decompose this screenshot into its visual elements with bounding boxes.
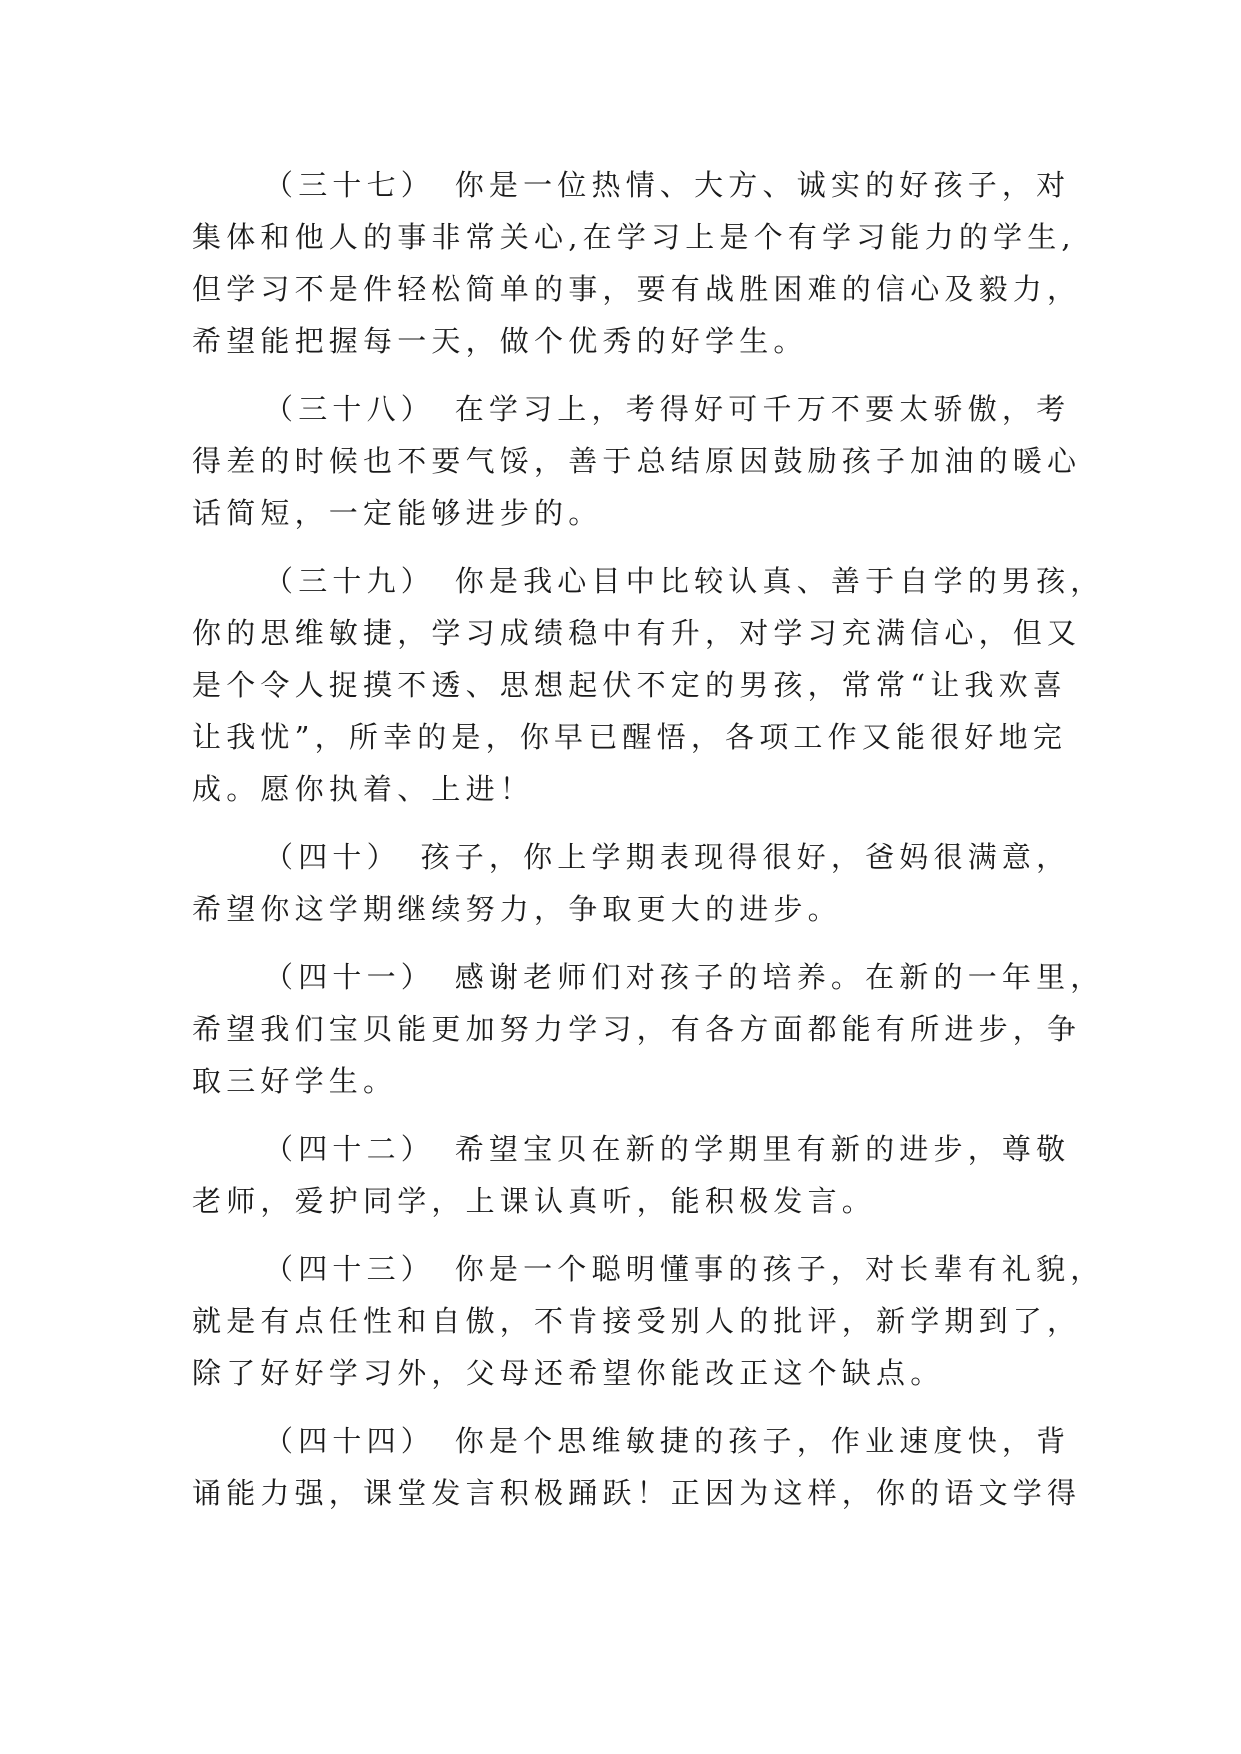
text-line: 希望我们宝贝能更加努力学习，有各方面都能有所进步，争 bbox=[192, 1012, 1082, 1046]
text-line: 希望你这学期继续努力，争取更大的进步。 bbox=[192, 892, 842, 926]
text-line: （四十） 孩子，你上学期表现得很好，爸妈很满意， bbox=[264, 840, 1071, 874]
text-line: 成。愿你执着、上进！ bbox=[192, 772, 535, 806]
text-line: （四十三） 你是一个聪明懂事的孩子，对长辈有礼貌， bbox=[264, 1252, 1105, 1286]
text-line: 除了好好学习外，父母还希望你能改正这个缺点。 bbox=[192, 1356, 945, 1390]
text-line: 希望能把握每一天，做个优秀的好学生。 bbox=[192, 324, 808, 358]
text-line: 是个令人捉摸不透、思想起伏不定的男孩，常常“让我欢喜 bbox=[192, 668, 1068, 702]
text-line: 取三好学生。 bbox=[192, 1064, 398, 1098]
text-line: 老师，爱护同学，上课认真听，能积极发言。 bbox=[192, 1184, 877, 1218]
text-line: （四十一） 感谢老师们对孩子的培养。在新的一年里， bbox=[264, 960, 1105, 994]
text-line: （三十七） 你是一位热情、大方、诚实的好孩子，对 bbox=[264, 168, 1071, 202]
text-line: （四十四） 你是个思维敏捷的孩子，作业速度快，背 bbox=[264, 1424, 1071, 1458]
text-line: 你的思维敏捷，学习成绩稳中有升，对学习充满信心，但又 bbox=[192, 616, 1082, 650]
text-line: 话简短，一定能够进步的。 bbox=[192, 496, 603, 530]
text-line: （三十九） 你是我心目中比较认真、善于自学的男孩， bbox=[264, 564, 1105, 598]
text-line: 就是有点任性和自傲，不肯接受别人的批评，新学期到了， bbox=[192, 1304, 1082, 1338]
text-line: 得差的时候也不要气馁，善于总结原因鼓励孩子加油的暖心 bbox=[192, 444, 1082, 478]
text-line: 集体和他人的事非常关心,在学习上是个有学习能力的学生, bbox=[192, 220, 1076, 254]
text-line: 让我忧”，所幸的是，你早已醒悟，各项工作又能很好地完 bbox=[192, 720, 1068, 754]
text-line: 诵能力强，课堂发言积极踊跃！正因为这样，你的语文学得 bbox=[192, 1476, 1082, 1510]
text-line: （四十二） 希望宝贝在新的学期里有新的进步，尊敬 bbox=[264, 1132, 1071, 1166]
text-line: （三十八） 在学习上，考得好可千万不要太骄傲，考 bbox=[264, 392, 1071, 426]
text-line: 但学习不是件轻松简单的事，要有战胜困难的信心及毅力， bbox=[192, 272, 1082, 306]
